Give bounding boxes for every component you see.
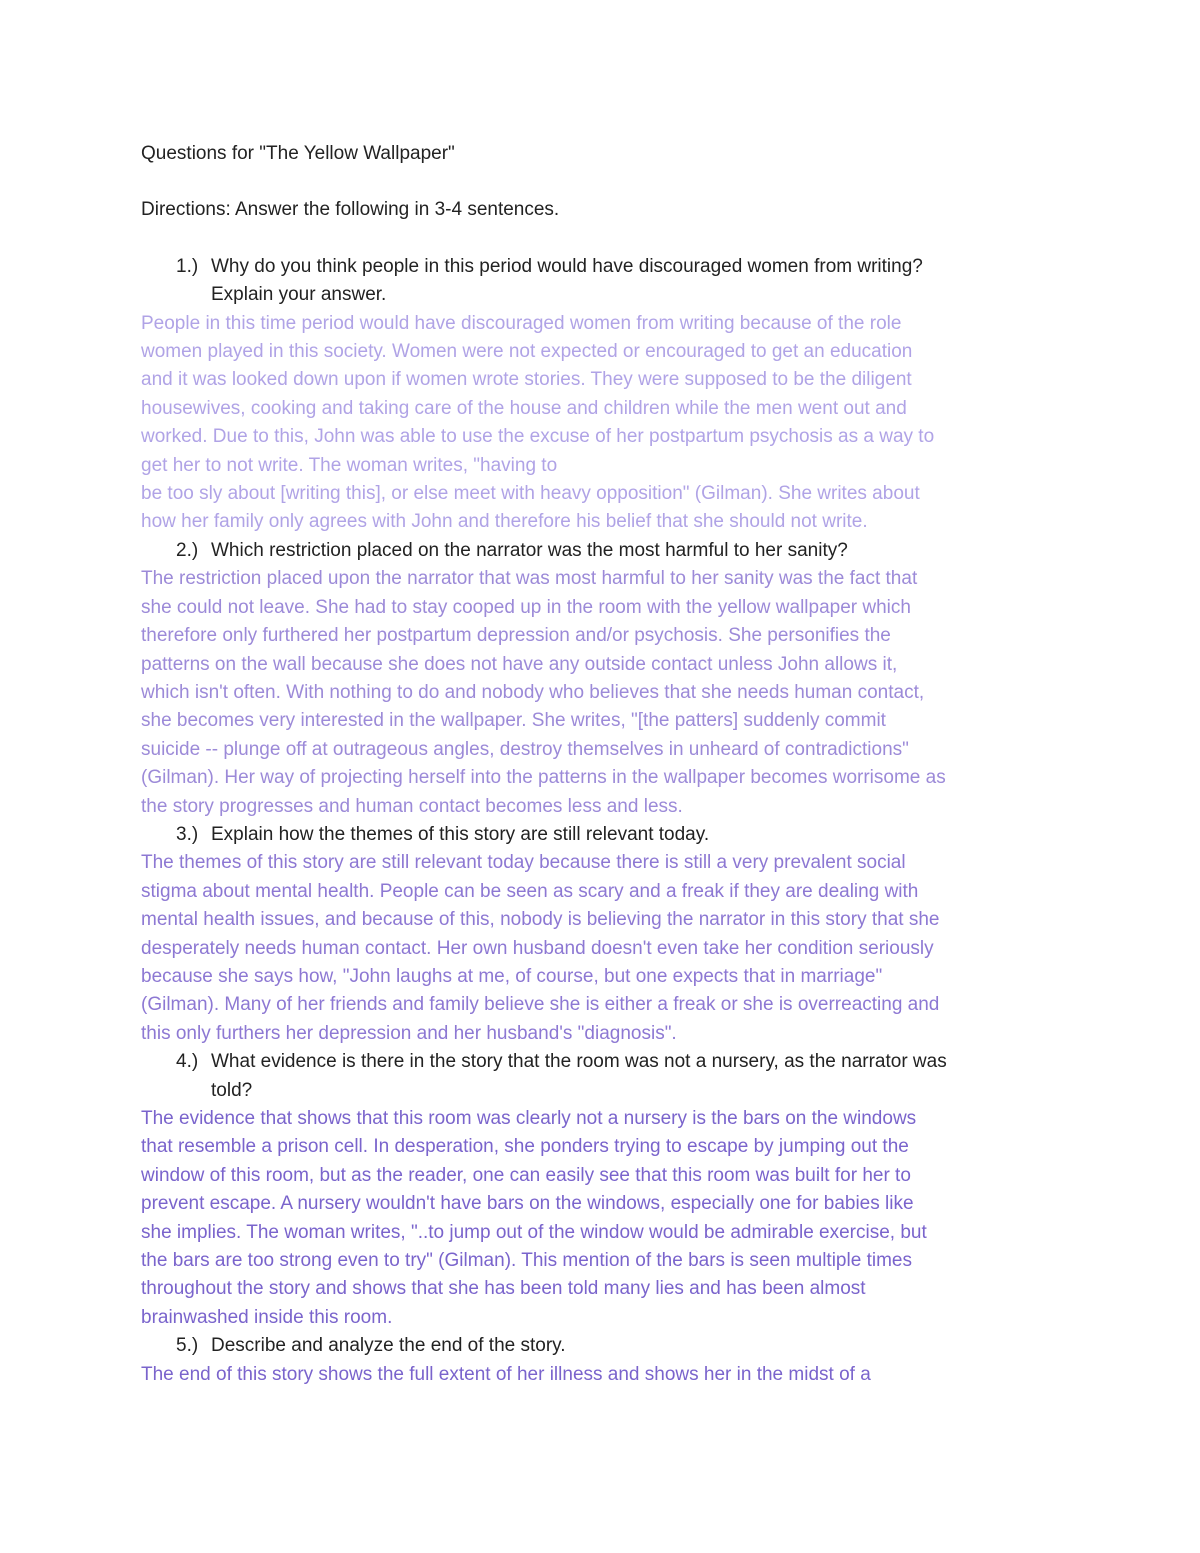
question-item <box>141 1048 1061 1105</box>
directions-text: Directions: Answer the following in 3-4 sentences. <box>141 199 560 221</box>
question-text: Explain your answer. <box>211 284 387 306</box>
question-text: What evidence is there in the story that the room was not a nursery, as the narrator was <box>211 1051 947 1073</box>
answer-text <box>141 1105 1061 1332</box>
answer-line: women played in this society. Women were not expected or encouraged to get an education <box>141 341 913 363</box>
question-item <box>141 253 1061 310</box>
answer-line: how her family only agrees with John and therefore his belief that she should not write. <box>141 511 868 533</box>
answer-line: The evidence that shows that this room was clearly not a nursery is the bars on the windows <box>141 1108 917 1129</box>
answer-line: The restriction placed upon the narrator that was most harmful to her sanity was the fact that <box>141 568 918 590</box>
answer-text <box>141 310 1061 537</box>
answer-line: and it was looked down upon if women wrote stories. They were supposed to be the diligent <box>141 369 912 391</box>
answer-line: The themes of this story are still relevant today because there is still a very prevalent social <box>141 852 906 874</box>
answer-line: (Gilman). Her way of projecting herself into the patterns in the wallpaper becomes worrisome as <box>141 767 946 789</box>
questions-list <box>141 253 1061 1389</box>
answer-line: get her to not write. The woman writes, "having to <box>141 454 558 476</box>
answer-line: People in this time period would have discouraged women from writing because of the role <box>141 312 902 334</box>
question-item <box>141 1332 1061 1360</box>
answer-line: mental health issues, and because of this, nobody is believing the narrator in this story that she <box>141 909 940 931</box>
answer-line: be too sly about [writing this], or else meet with heavy opposition" (Gilman). She writes about <box>141 483 920 505</box>
question-number: 2.) <box>176 539 199 561</box>
document-page <box>141 140 1061 1389</box>
answer-line: throughout the story and shows that she has been told many lies and has been almost <box>141 1278 866 1300</box>
question-item <box>141 821 1061 849</box>
answer-line: she could not leave. She had to stay cooped up in the room with the yellow wallpaper which <box>141 596 911 618</box>
question-text: told? <box>211 1079 253 1101</box>
answer-line: suicide -- plunge off at outrageous angles, destroy themselves in unheard of contradictions" <box>141 738 909 760</box>
answer-line: The end of this story shows the full extent of her illness and shows her in the midst of a <box>141 1363 871 1385</box>
answer-line: window of this room, but as the reader, one can easily see that this room was built for her to <box>141 1164 911 1186</box>
answer-line: the story progresses and human contact becomes less and less. <box>141 795 683 817</box>
answer-line: she implies. The woman writes, "..to jump out of the window would be admirable exercise, but <box>141 1221 927 1243</box>
answer-line: worked. Due to this, John was able to use the excuse of her postpartum psychosis as a way to <box>141 426 935 448</box>
answer-line: which isn't often. With nothing to do and nobody who believes that she needs human contact, <box>141 681 925 703</box>
question-text: Explain how the themes of this story are still relevant today. <box>211 823 710 845</box>
answer-text <box>141 565 1061 821</box>
question-text: Describe and analyze the end of the story. <box>211 1335 566 1357</box>
answer-line: (Gilman). Many of her friends and family believe she is either a freak or she is overreacting and <box>141 994 940 1016</box>
answer-line: prevent escape. A nursery wouldn't have bars on the windows, especially one for babies like <box>141 1193 914 1215</box>
question-number: 5.) <box>176 1335 199 1357</box>
answer-line: she becomes very interested in the wallpaper. She writes, "[the patters] suddenly commit <box>141 710 886 732</box>
answer-line: the bars are too strong even to try" (Gilman). This mention of the bars is seen multiple times <box>141 1250 912 1272</box>
question-item <box>141 537 1061 565</box>
answer-line: housewives, cooking and taking care of the house and children while the men went out and <box>141 397 907 419</box>
question-number: 4.) <box>176 1051 199 1073</box>
answer-line: patterns on the wall because she does not have any outside contact unless John allows it, <box>141 653 898 675</box>
answer-line: therefore only furthered her postpartum depression and/or psychosis. She personifies the <box>141 625 891 647</box>
answer-line: stigma about mental health. People can be seen as scary and a freak if they are dealing with <box>141 880 919 902</box>
question-number: 1.) <box>176 255 199 277</box>
question-text: Why do you think people in this period would have discouraged women from writing? <box>211 255 923 277</box>
answer-line: because she says how, "John laughs at me, of course, but one expects that in marriage" <box>141 965 883 987</box>
answer-text <box>141 1361 1061 1389</box>
question-number: 3.) <box>176 823 199 845</box>
answer-line: this only furthers her depression and her husband's "diagnosis". <box>141 1022 677 1044</box>
answer-line: brainwashed inside this room. <box>141 1306 393 1328</box>
answer-line: desperately needs human contact. Her own husband doesn't even take her condition seriously <box>141 937 934 959</box>
spacer <box>141 225 1061 253</box>
answer-text <box>141 849 1061 1048</box>
answer-line: that resemble a prison cell. In desperation, she ponders trying to escape by jumping out the <box>141 1136 909 1158</box>
question-text: Which restriction placed on the narrator was the most harmful to her sanity? <box>211 539 848 561</box>
document-title: Questions for "The Yellow Wallpaper" <box>141 143 455 164</box>
